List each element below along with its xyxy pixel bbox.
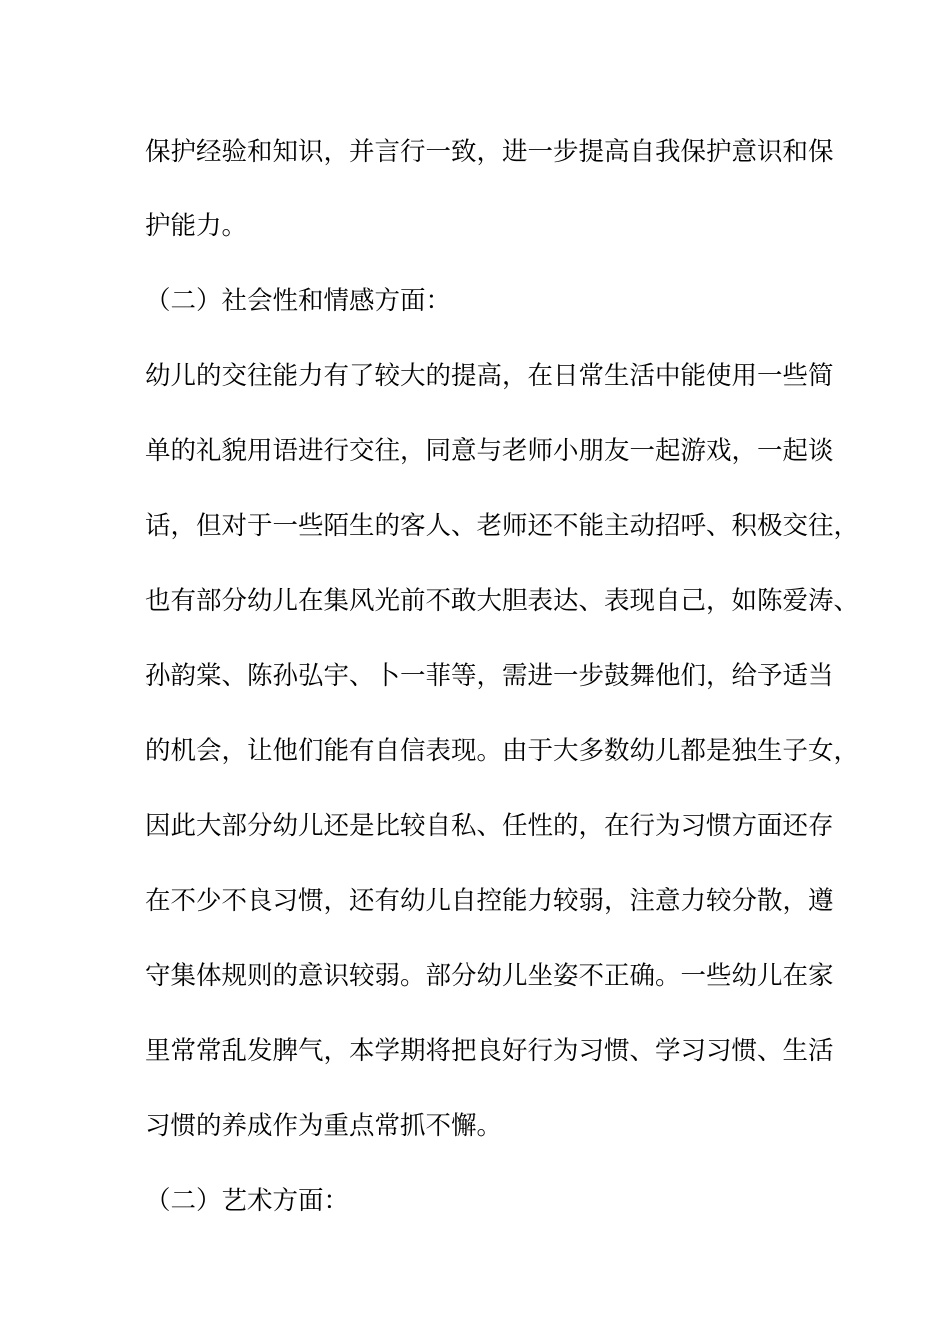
- paragraph-line-10: 在不少不良习惯，还有幼儿自控能力较弱，注意力较分散，遵: [145, 886, 834, 916]
- paragraph-line-3: 幼儿的交往能力有了较大的提高，在日常生活中能使用一些简: [145, 361, 834, 391]
- section-heading-art: （二）艺术方面：: [145, 1186, 350, 1216]
- paragraph-line-12: 里常常乱发脾气，本学期将把良好行为习惯、学习习惯、生活: [145, 1036, 834, 1066]
- paragraph-line-9: 因此大部分幼儿还是比较自私、任性的，在行为习惯方面还存: [145, 811, 834, 841]
- paragraph-line-4: 单的礼貌用语进行交往，同意与老师小朋友一起游戏，一起谈: [145, 436, 834, 466]
- paragraph-line-1: 保护经验和知识，并言行一致，进一步提高自我保护意识和保: [145, 137, 834, 167]
- section-heading-social-emotional: （二）社会性和情感方面：: [145, 286, 452, 316]
- paragraph-line-11: 守集体规则的意识较弱。部分幼儿坐姿不正确。一些幼儿在家: [145, 961, 834, 991]
- paragraph-line-8: 的机会，让他们能有自信表现。由于大多数幼儿都是独生子女，: [145, 736, 860, 766]
- paragraph-line-2: 护能力。: [145, 211, 248, 241]
- paragraph-line-13: 习惯的养成作为重点常抓不懈。: [145, 1111, 503, 1141]
- paragraph-line-5: 话，但对于一些陌生的客人、老师还不能主动招呼、积极交往，: [145, 511, 860, 541]
- paragraph-line-7: 孙韵棠、陈孙弘宇、卜一菲等，需进一步鼓舞他们，给予适当: [145, 661, 834, 691]
- paragraph-line-6: 也有部分幼儿在集风光前不敢大胆表达、表现自己，如陈爱涛、: [145, 586, 860, 616]
